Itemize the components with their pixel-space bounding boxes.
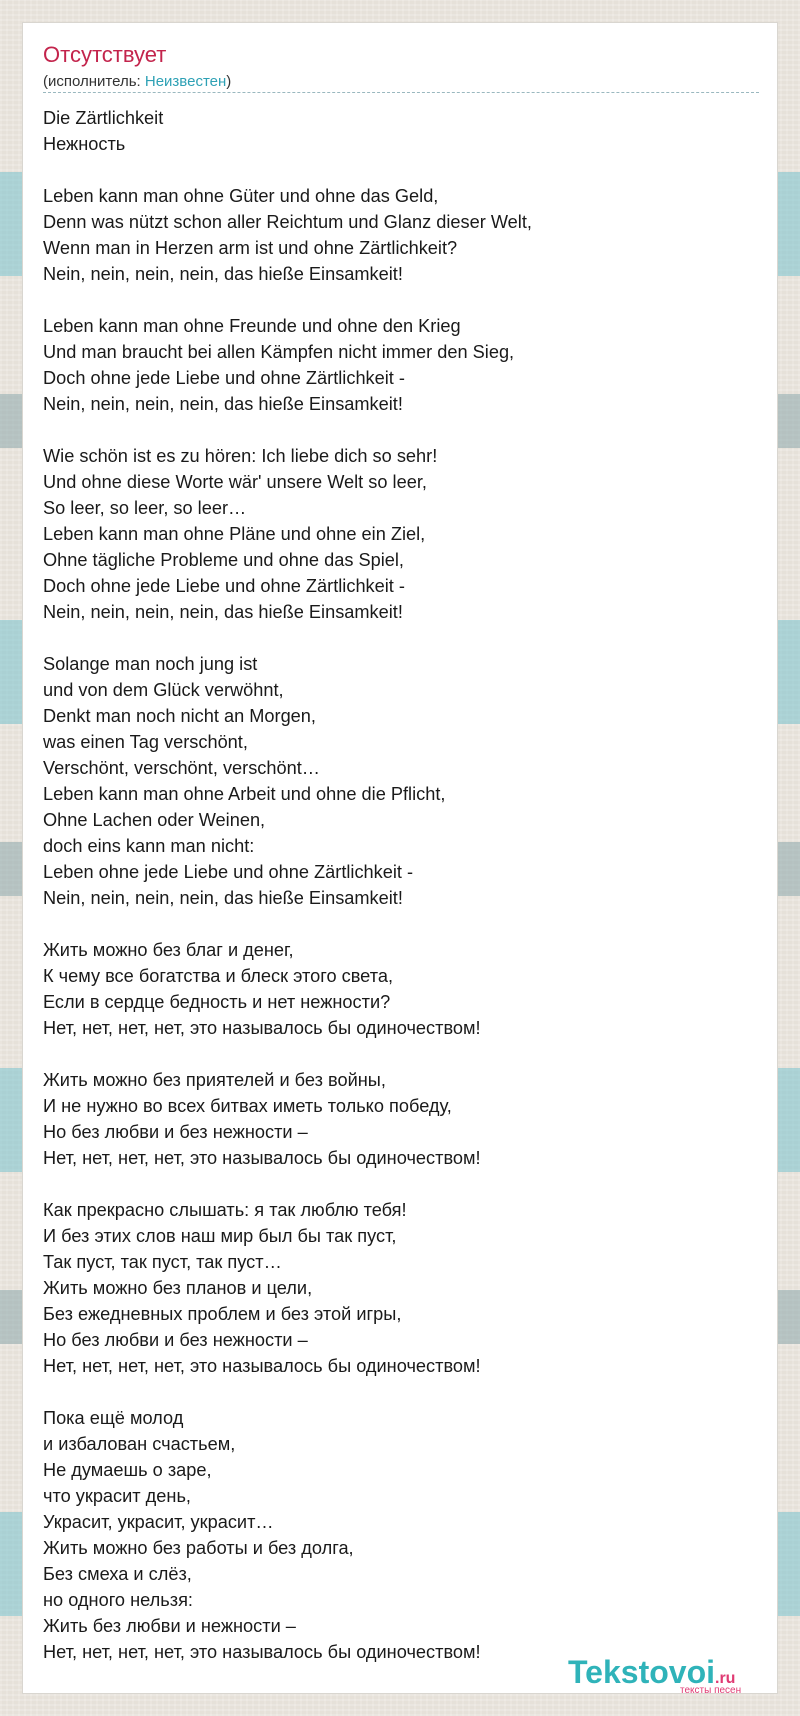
lyric-line: Жить без любви и нежности – <box>43 1616 296 1636</box>
stanza-gap <box>43 1379 532 1405</box>
lyric-line: Nein, nein, nein, nein, das hieße Einsamkeit! <box>43 602 403 622</box>
lyric-line: Но без любви и без нежности – <box>43 1122 308 1142</box>
lyric-line: Nein, nein, nein, nein, das hieße Einsamkeit! <box>43 888 403 908</box>
lyric-line: Leben kann man ohne Pläne und ohne ein Ziel, <box>43 524 426 544</box>
artist-line <box>43 73 231 91</box>
lyric-line: Но без любви и без нежности – <box>43 1330 308 1350</box>
stanza-gap <box>43 911 532 937</box>
lyric-line: Жить можно без приятелей и без войны, <box>43 1070 386 1090</box>
lyric-line: Жить можно без работы и без долга, <box>43 1538 354 1558</box>
lyric-line: Нет, нет, нет, нет, это называлось бы одиночеством! <box>43 1356 481 1376</box>
lyric-line: но одного нельзя: <box>43 1590 193 1610</box>
lyric-line: Nein, nein, nein, nein, das hieße Einsamkeit! <box>43 264 403 284</box>
lyric-line: Ohne tägliche Probleme und ohne das Spiel, <box>43 550 404 570</box>
lyric-line: Wie schön ist es zu hören: Ich liebe dich so sehr! <box>43 446 438 466</box>
lyric-line: Ohne Lachen oder Weinen, <box>43 810 266 830</box>
stanza-gap <box>43 1041 532 1067</box>
stanza-gap <box>43 1171 532 1197</box>
lyric-line: Denkt man noch nicht an Morgen, <box>43 706 316 726</box>
lyrics-text <box>43 105 532 1665</box>
lyric-line: Und ohne diese Worte wär' unsere Welt so leer, <box>43 472 427 492</box>
logo-tld: .ru <box>715 1670 736 1687</box>
lyric-line: И не нужно во всех битвах иметь только победу, <box>43 1096 452 1116</box>
lyric-line: Leben kann man ohne Güter und ohne das Geld, <box>43 186 439 206</box>
artist-suffix: ) <box>226 73 232 90</box>
lyric-line: Жить можно без планов и цели, <box>43 1278 313 1298</box>
lyric-line: Nein, nein, nein, nein, das hieße Einsamkeit! <box>43 394 403 414</box>
lyric-line: Doch ohne jede Liebe und ohne Zärtlichkeit - <box>43 576 405 596</box>
lyric-line: Die Zärtlichkeit <box>43 108 164 128</box>
lyric-line: Нет, нет, нет, нет, это называлось бы одиночеством! <box>43 1642 481 1662</box>
lyric-line: Пока ещё молод <box>43 1408 184 1428</box>
lyric-line: и избалован счастьем, <box>43 1434 236 1454</box>
artist-link[interactable]: Неизвестен <box>144 73 227 90</box>
lyric-line: что украсит день, <box>43 1486 191 1506</box>
lyric-line: Нет, нет, нет, нет, это называлось бы одиночеством! <box>43 1148 481 1168</box>
lyric-line: Wenn man in Herzen arm ist und ohne Zärtlichkeit? <box>43 238 458 258</box>
stanza-gap <box>43 417 532 443</box>
lyric-line: Как прекрасно слышать: я так люблю тебя! <box>43 1200 407 1220</box>
lyric-line: Doch ohne jede Liebe und ohne Zärtlichkeit - <box>43 368 405 388</box>
lyric-line: So leer, so leer, so leer… <box>43 498 247 518</box>
stanza-gap <box>43 157 532 183</box>
lyric-line: Так пуст, так пуст, так пуст… <box>43 1252 282 1272</box>
lyric-line: Leben kann man ohne Arbeit und ohne die Pflicht, <box>43 784 446 804</box>
lyric-line: Leben ohne jede Liebe und ohne Zärtlichkeit - <box>43 862 414 882</box>
lyric-line: И без этих слов наш мир был бы так пуст, <box>43 1226 397 1246</box>
lyric-line: Und man braucht bei allen Kämpfen nicht immer den Sieg, <box>43 342 515 362</box>
lyric-line: Если в сердце бедность и нет нежности? <box>43 992 391 1012</box>
lyric-line: und von dem Glück verwöhnt, <box>43 680 284 700</box>
stanza-gap <box>43 625 532 651</box>
stanza-gap <box>43 287 532 313</box>
logo-tagline: тексты песен <box>680 1685 742 1696</box>
lyric-line: Denn was nützt schon aller Reichtum und Glanz dieser Welt, <box>43 212 532 232</box>
song-title: Отсутствует <box>43 42 167 67</box>
lyric-line: Жить можно без благ и денег, <box>43 940 294 960</box>
lyric-line: Solange man noch jung ist <box>43 654 258 674</box>
lyric-line: Без ежедневных проблем и без этой игры, <box>43 1304 402 1324</box>
lyric-line: Не думаешь о заре, <box>43 1460 212 1480</box>
lyric-line: Нежность <box>43 134 126 154</box>
lyric-line: Verschönt, verschönt, verschönt… <box>43 758 320 778</box>
lyric-line: Нет, нет, нет, нет, это называлось бы одиночеством! <box>43 1018 481 1038</box>
header-divider <box>43 92 759 93</box>
lyric-line: Leben kann man ohne Freunde und ohne den Krieg <box>43 316 461 336</box>
lyric-line: К чему все богатства и блеск этого света, <box>43 966 393 986</box>
lyric-line: was einen Tag verschönt, <box>43 732 248 752</box>
lyric-line: Украсит, украсит, украсит… <box>43 1512 274 1532</box>
lyric-line: doch eins kann man nicht: <box>43 836 255 856</box>
site-logo[interactable] <box>568 1654 774 1696</box>
lyric-line: Без смеха и слёз, <box>43 1564 192 1584</box>
logo-name: Tekstovoi <box>568 1654 715 1690</box>
lyrics-card <box>22 22 778 1694</box>
artist-prefix: (исполнитель: <box>43 73 145 90</box>
